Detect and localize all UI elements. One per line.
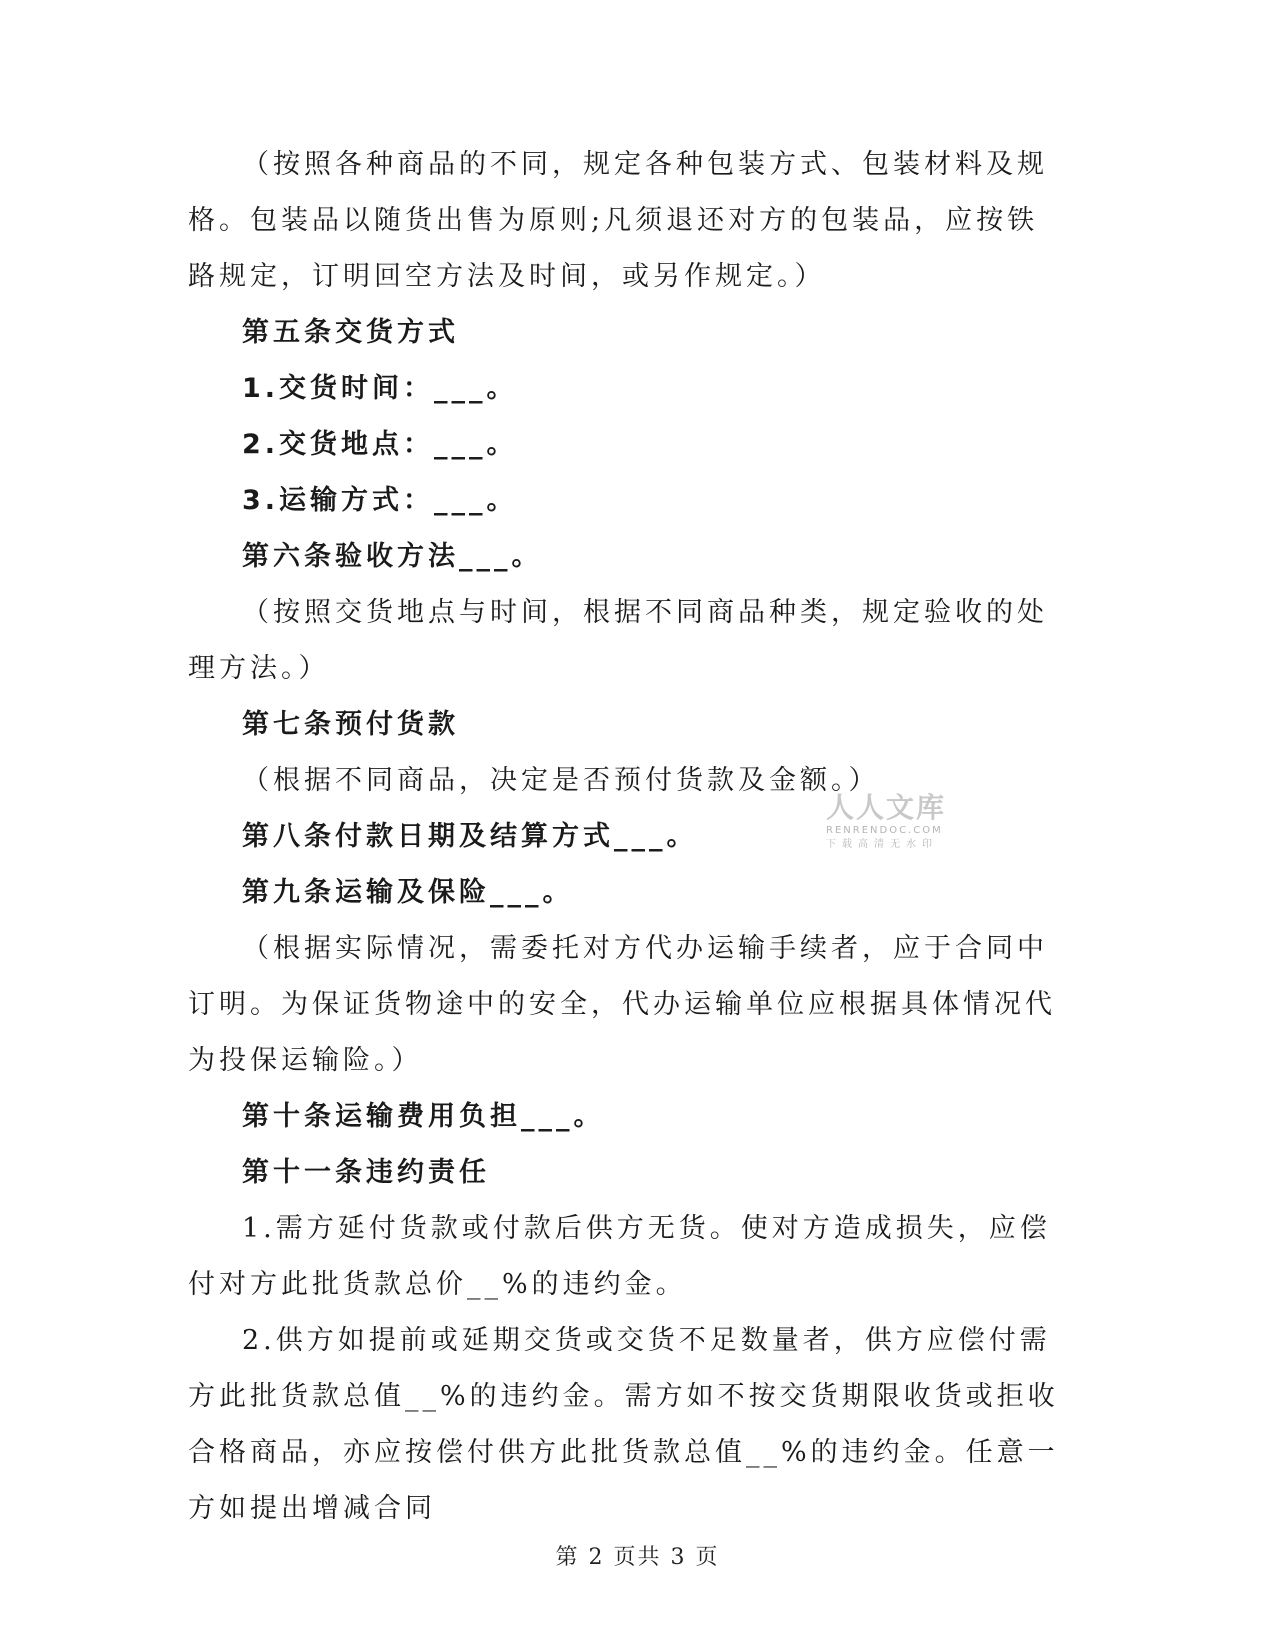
item-delivery-place: 2.交货地点：___。: [242, 429, 518, 460]
heading-article-7: 第七条预付货款: [242, 709, 459, 740]
item-transport-mode: 3.运输方式：___。: [242, 485, 518, 516]
paragraph-packaging-note: （按照各种商品的不同，规定各种包装方式、包装材料及规格。包装品以随货出售为原则;凡须退还对方的包装品，应按铁路规定，订明回空方法及时间，或另作规定。）: [188, 149, 1048, 292]
watermark-title: 人人文库: [826, 791, 947, 824]
heading-article-11: 第十一条违约责任: [242, 1157, 490, 1188]
heading-article-5: 第五条交货方式: [242, 317, 459, 348]
heading-article-10: 第十条运输费用负担___。: [242, 1101, 605, 1132]
page-footer: 第 2 页共 3 页: [555, 1545, 720, 1570]
paragraph-liability-2: 2.供方如提前或延期交货或交货不足数量者，供方应偿付需方此批货款总值__%的违约金。需方如不按交货期限收货或拒收合格商品，亦应按偿付供方此批货款总值__%的违约金。任意一方如提出增减合同: [188, 1325, 1059, 1524]
heading-article-9: 第九条运输及保险___。: [242, 877, 574, 908]
paragraph-prepayment-note: （根据不同商品，决定是否预付货款及金额。）: [242, 765, 880, 796]
watermark-domain: RENRENDOC.COM: [826, 825, 943, 836]
paragraph-inspection-note: （按照交货地点与时间，根据不同商品种类，规定验收的处理方法。）: [188, 597, 1048, 684]
paragraph-liability-1: 1.需方延付货款或付款后供方无货。使对方造成损失，应偿付对方此批货款总价__%的违约金。: [188, 1213, 1051, 1300]
heading-article-6: 第六条验收方法___。: [242, 541, 543, 572]
watermark-subtitle: 下载高清无水印: [826, 839, 938, 850]
heading-article-8: 第八条付款日期及结算方式___。: [242, 821, 698, 852]
watermark-logo: [826, 792, 956, 852]
paragraph-transport-insurance-note: （根据实际情况，需委托对方代办运输手续者，应于合同中订明。为保证货物途中的安全，代办运输单位应根据具体情况代为投保运输险。）: [188, 933, 1056, 1076]
item-delivery-time: 1.交货时间：___。: [242, 373, 518, 404]
